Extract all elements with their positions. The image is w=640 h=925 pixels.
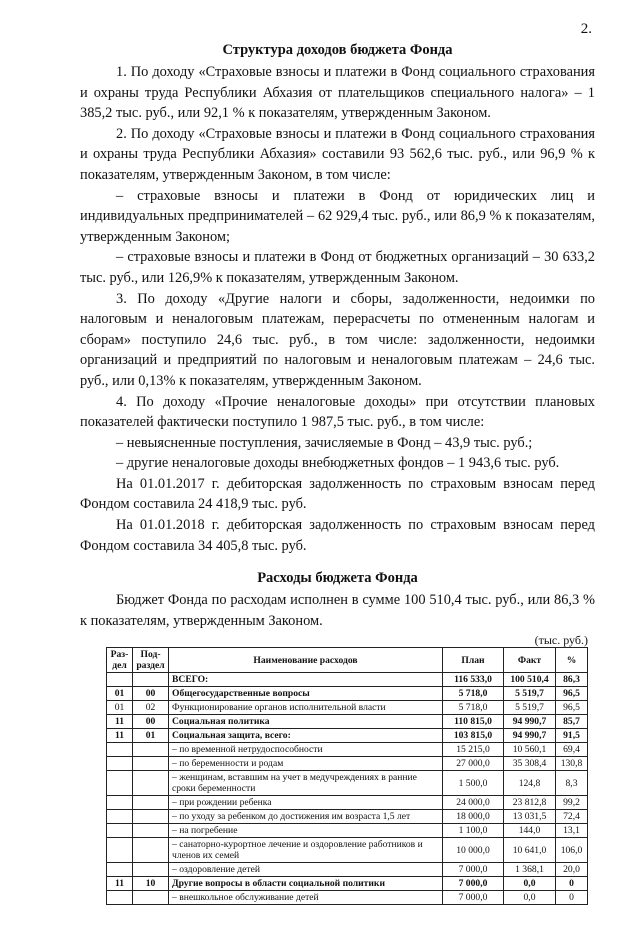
fact-cell: 5 519,7 (504, 701, 556, 715)
section-cell (107, 838, 133, 863)
percent-cell: 13,1 (556, 824, 588, 838)
percent-cell: 96,5 (556, 701, 588, 715)
plan-cell: 24 000,0 (443, 796, 504, 810)
section-cell: 11 (107, 729, 133, 743)
section-cell (107, 891, 133, 905)
section-cell (107, 824, 133, 838)
plan-cell: 7 000,0 (443, 863, 504, 877)
plan-cell: 1 500,0 (443, 771, 504, 796)
plan-cell: 7 000,0 (443, 877, 504, 891)
subsection-cell (133, 771, 169, 796)
name-cell: – по уходу за ребенком до достижения им возраста 1,5 лет (169, 810, 443, 824)
table-row (107, 771, 588, 796)
col-header: Наименование расходов (169, 648, 443, 673)
percent-cell: 0 (556, 891, 588, 905)
name-cell: – при рождении ребенка (169, 796, 443, 810)
name-cell: – по временной нетрудоспособности (169, 743, 443, 757)
fact-cell: 10 641,0 (504, 838, 556, 863)
table-row (107, 729, 588, 743)
fact-cell: 0,0 (504, 891, 556, 905)
table-row (107, 891, 588, 905)
subsection-cell: 00 (133, 687, 169, 701)
paragraph: Бюджет Фонда по расходам исполнен в сумме 100 510,4 тыс. руб., или 86,3 % к показателям, утвержденным Законом. (80, 592, 595, 629)
percent-cell: 72,4 (556, 810, 588, 824)
paragraph: 2. По доходу «Страховые взносы и платежи в Фонд социального страхования и охраны труда Республики Абхазия» составили 93 562,6 тыс. руб., или 96,9 % к показателям, утвержденным Законом, в том числе: (80, 125, 595, 183)
percent-cell: 0 (556, 877, 588, 891)
fact-cell: 94 990,7 (504, 715, 556, 729)
fact-cell: 23 812,8 (504, 796, 556, 810)
paragraph: – другие неналоговые доходы внебюджетных фондов – 1 943,6 тыс. руб. (116, 455, 560, 472)
percent-cell: 99,2 (556, 796, 588, 810)
percent-cell: 96,5 (556, 687, 588, 701)
name-cell: Общегосударственные вопросы (169, 687, 443, 701)
percent-cell: 8,3 (556, 771, 588, 796)
plan-cell: 27 000,0 (443, 757, 504, 771)
col-header: Факт (504, 648, 556, 673)
paragraph: – страховые взносы и платежи в Фонд от бюджетных организаций – 30 633,2 тыс. руб., или 126,9% к показателям, утвержденным Законом. (80, 249, 595, 286)
page-number: 2. (580, 21, 592, 37)
table-row (107, 810, 588, 824)
name-cell: – санаторно-курортное лечение и оздоровление работников и членов их семей (169, 838, 443, 863)
name-cell: Социальная защита, всего: (169, 729, 443, 743)
fact-cell: 10 560,1 (504, 743, 556, 757)
table-header-row (107, 648, 588, 673)
table-row (107, 715, 588, 729)
section-cell: 11 (107, 877, 133, 891)
section-cell: 01 (107, 687, 133, 701)
subsection-cell (133, 757, 169, 771)
table-row (107, 701, 588, 715)
section-cell (107, 673, 133, 687)
name-cell: – оздоровление детей (169, 863, 443, 877)
section-cell: 11 (107, 715, 133, 729)
subsection-cell: 01 (133, 729, 169, 743)
table-row (107, 863, 588, 877)
income-text (80, 62, 595, 556)
plan-cell: 103 815,0 (443, 729, 504, 743)
subsection-cell: 10 (133, 877, 169, 891)
subsection-cell (133, 796, 169, 810)
name-cell: Функционирование органов исполнительной власти (169, 701, 443, 715)
plan-cell: 5 718,0 (443, 687, 504, 701)
subsection-cell (133, 891, 169, 905)
fact-cell: 5 519,7 (504, 687, 556, 701)
plan-cell: 5 718,0 (443, 701, 504, 715)
table-row (107, 743, 588, 757)
table-row (107, 838, 588, 863)
percent-cell: 91,5 (556, 729, 588, 743)
section-cell (107, 810, 133, 824)
expenses-table-wrapper (106, 647, 588, 905)
paragraph: 4. По доходу «Прочие неналоговые доходы» при отсутствии плановых показателей фактически поступило 1 987,5 тыс. руб., в том числе: (80, 393, 595, 431)
expenses-text (80, 590, 595, 631)
percent-cell: 130,8 (556, 757, 588, 771)
fact-cell: 94 990,7 (504, 729, 556, 743)
name-cell: – женщинам, вставшим на учет в медучреждениях в ранние сроки беременности (169, 771, 443, 796)
percent-cell: 85,7 (556, 715, 588, 729)
subsection-cell (133, 838, 169, 863)
table-row (107, 796, 588, 810)
expenses-table (106, 647, 588, 905)
expenses-title: Расходы бюджета Фонда (257, 570, 418, 587)
plan-cell: 110 815,0 (443, 715, 504, 729)
col-header: Под-раздел (133, 648, 169, 673)
fact-cell: 124,8 (504, 771, 556, 796)
plan-cell: 10 000,0 (443, 838, 504, 863)
section-cell (107, 771, 133, 796)
name-cell: – на погребение (169, 824, 443, 838)
section-cell: 01 (107, 701, 133, 715)
percent-cell: 86,3 (556, 673, 588, 687)
subsection-cell (133, 673, 169, 687)
col-header: План (443, 648, 504, 673)
col-header: Раз-дел (107, 648, 133, 673)
section-cell (107, 743, 133, 757)
spacer (80, 556, 595, 566)
plan-cell: 1 100,0 (443, 824, 504, 838)
fact-cell: 1 368,1 (504, 863, 556, 877)
plan-cell: 7 000,0 (443, 891, 504, 905)
fact-cell: 100 510,4 (504, 673, 556, 687)
subsection-cell (133, 810, 169, 824)
plan-cell: 18 000,0 (443, 810, 504, 824)
fact-cell: 13 031,5 (504, 810, 556, 824)
percent-cell: 69,4 (556, 743, 588, 757)
paragraph: – страховые взносы и платежи в Фонд от юридических лиц и индивидуальных предпринимателей – 62 929,4 тыс. руб., или 86,9 % к показателям, утвержденным Законом; (80, 187, 595, 245)
paragraph: На 01.01.2017 г. дебиторская задолженность по страховым взносам перед Фондом составила 24 418,9 тыс. руб. (80, 475, 595, 513)
section-cell (107, 863, 133, 877)
percent-cell: 106,0 (556, 838, 588, 863)
table-row (107, 757, 588, 771)
percent-cell: 20,0 (556, 863, 588, 877)
name-cell: ВСЕГО: (169, 673, 443, 687)
paragraph: 3. По доходу «Другие налоги и сборы, задолженности, недоимки по налоговым и неналоговым платежам, перерасчеты по отмененным налогам и сборам» поступило 24,6 тыс. руб., в том числе: задолженности, недоимки организаций и предприятий по налоговым и неналоговым платежам – 24,6 тыс. руб., или 0,13% к показателям, утвержденным Законом. (80, 290, 595, 389)
paragraph: 1. По доходу «Страховые взносы и платежи в Фонд социального страхования и охраны труда Республики Абхазия от плательщиков специального налога» – 1 385,2 тыс. руб., или 92,1 % к показателям, утвержденным Законом. (80, 64, 595, 122)
section-cell (107, 796, 133, 810)
table-row (107, 687, 588, 701)
fact-cell: 35 308,4 (504, 757, 556, 771)
subsection-cell: 00 (133, 715, 169, 729)
income-title: Структура доходов бюджета Фонда (222, 42, 453, 58)
paragraph: – невыясненные поступления, зачисляемые в Фонд – 43,9 тыс. руб.; (116, 434, 533, 451)
subsection-cell (133, 863, 169, 877)
col-header: % (556, 648, 588, 673)
plan-cell: 116 533,0 (443, 673, 504, 687)
unit-label: (тыс. руб.) (534, 633, 588, 648)
section-cell (107, 757, 133, 771)
table-row (107, 877, 588, 891)
name-cell: – по беременности и родам (169, 757, 443, 771)
fact-cell: 0,0 (504, 877, 556, 891)
subsection-cell: 02 (133, 701, 169, 715)
name-cell: Социальная политика (169, 715, 443, 729)
name-cell: – внешкольное обслуживание детей (169, 891, 443, 905)
table-row (107, 824, 588, 838)
table-row (107, 673, 588, 687)
plan-cell: 15 215,0 (443, 743, 504, 757)
paragraph: На 01.01.2018 г. дебиторская задолженность по страховым взносам перед Фондом составила 34 405,8 тыс. руб. (80, 517, 595, 554)
subsection-cell (133, 743, 169, 757)
subsection-cell (133, 824, 169, 838)
fact-cell: 144,0 (504, 824, 556, 838)
name-cell: Другие вопросы в области социальной политики (169, 877, 443, 891)
